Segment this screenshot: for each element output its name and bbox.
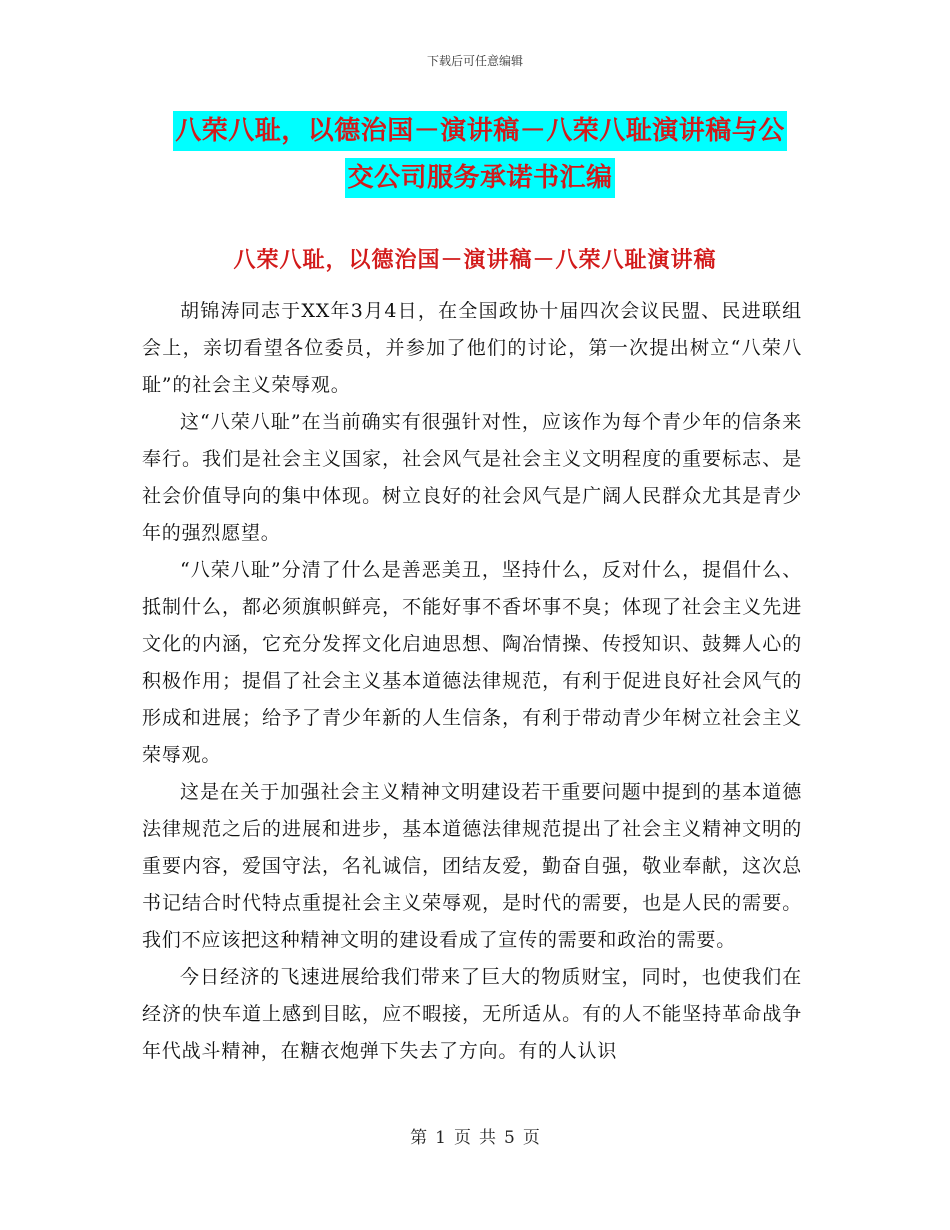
page-number-current: 1 [435,1128,446,1148]
section-title: 八荣八耻，以德治国－演讲稿－八荣八耻演讲稿 [233,248,717,273]
document-body [142,293,802,1070]
total-unit: 页 [522,1128,540,1148]
body-paragraph: 这是在关于加强社会主义精神文明建设若干重要问题中提到的基本道德法律规范之后的进展和进步，基本道德法律规范提出了社会主义精神文明的重要内容，爱国守法，名礼诚信，团结友爱，勤奋自强，敬业奉献，这次总书记结合时代特点重提社会主义荣辱观，是时代的需要，也是人民的需要。我们不应该把这种精神文明的建设看成了宣传的需要和政治的需要。 [142,781,802,951]
page-label: 第 [410,1128,428,1148]
total-label: 共 [479,1128,496,1148]
page-header-note: 下载后可任意编辑 [426,54,523,68]
page-unit: 页 [454,1128,471,1148]
page-footer [0,1127,950,1149]
body-paragraph: “八荣八耻”分清了什么是善恶美丑，坚持什么，反对什么，提倡什么、抵制什么，都必须旗帜鲜亮，不能好事不香坏事不臭；体现了社会主义先进文化的内涵，它充分发挥文化启迪思想、陶冶情操、传授知识、鼓舞人心的积极作用；提倡了社会主义基本道德法律规范，有利于促进良好社会风气的形成和进展；给予了青少年新的人生信条，有利于带动青少年树立社会主义荣辱观。 [142,559,802,766]
body-paragraph: 这“八荣八耻”在当前确实有很强针对性，应该作为每个青少年的信条来奉行。我们是社会主义国家，社会风气是社会主义文明程度的重要标志、是社会价值导向的集中体现。树立良好的社会风气是广阔人民群众尤其是青少年的强烈愿望。 [142,411,802,544]
body-paragraph: 胡锦涛同志于XX年3月4日，在全国政协十届四次会议民盟、民进联组会上，亲切看望各位委员，并参加了他们的讨论，第一次提出树立“八荣八耻”的社会主义荣辱观。 [142,300,802,396]
document-title-line-2: 交公司服务承诺书汇编 [345,158,614,198]
document-title [150,111,810,198]
page-number-total: 5 [504,1128,515,1148]
body-paragraph: 今日经济的飞速进展给我们带来了巨大的物质财宝，同时，也使我们在经济的快车道上感到目眩，应不暇接，无所适从。有的人不能坚持革命战争年代战斗精神，在糖衣炮弹下失去了方向。有的人认识 [142,966,802,1062]
document-title-line-1: 八荣八耻，以德治国－演讲稿－八荣八耻演讲稿与公 [173,111,787,151]
